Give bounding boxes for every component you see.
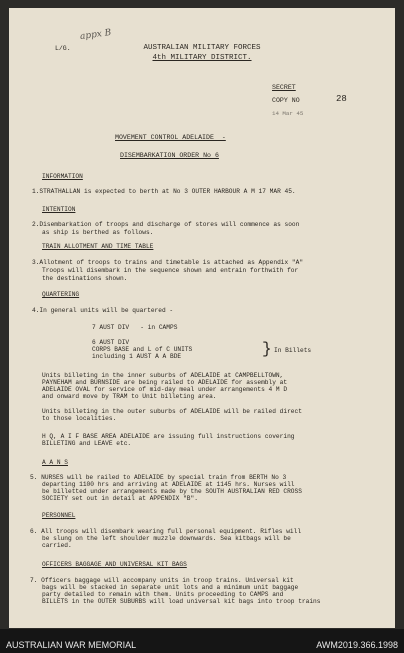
section-heading: A A N S — [42, 459, 68, 466]
paragraph-4: 4.In general units will be quartered - — [32, 307, 174, 314]
section-heading: QUARTERING — [42, 291, 80, 298]
paragraph-7: BILLETS in the OUTER SUBURBS will load universal kit bags into troop trains — [42, 598, 321, 605]
quartering-billets-destination: In Billets — [274, 347, 312, 354]
order-title-line2: DISEMBARKATION ORDER No 6 — [120, 152, 219, 159]
org-name: AUSTRALIAN MILITARY FORCES — [143, 44, 261, 52]
paragraph-3: the destinations shown. — [42, 275, 128, 282]
copy-label: COPY NO — [272, 97, 300, 104]
date-stamp: 14 Mar 45 — [272, 110, 304, 117]
paragraph-6: carried. — [42, 542, 72, 549]
brace: } — [262, 340, 272, 358]
paragraph-4b: ADELAIDE OVAL for service of mid-day meal under arrangements 4 M D — [42, 386, 288, 393]
archive-name: AUSTRALIAN WAR MEMORIAL — [6, 640, 137, 650]
paragraph-4b: PAYNEHAM and BURNSIDE are being railed to ADELAIDE for assembly at — [42, 379, 288, 386]
quartering-billets: including 1 AUST A A BDE — [92, 353, 182, 360]
paragraph-5: SOCIETY set out in detail at APPENDIX "B". — [42, 495, 198, 502]
paragraph-4b: Units billeting in the inner suburbs of ADELAIDE at CAMPBELLTOWN, — [42, 372, 284, 379]
section-heading: INFORMATION — [42, 173, 83, 180]
paragraph-5: 5. NURSES will be railed to ADELAIDE by special train from BERTH No 3 — [30, 474, 287, 481]
paragraph-2: 2.Disembarkation of troops and discharge of stores will commence as soon — [32, 221, 300, 228]
paragraph-1: 1.STRATHALLAN is expected to berth at No 3 OUTER HARBOUR A M 17 MAR 45. — [32, 188, 296, 195]
handwritten-annotation: appx B — [79, 27, 112, 43]
quartering-camps: 7 AUST DIV - in CAMPS — [92, 324, 178, 331]
archive-footer — [0, 629, 404, 653]
paragraph-4d: BILLETING and LEAVE etc. — [42, 440, 132, 447]
paragraph-6: be slung on the left shoulder muzzle downwards. Sea kitbags will be — [42, 535, 291, 542]
copy-number: 28 — [336, 94, 347, 104]
paragraph-7: 7. Officers baggage will accompany units in troop trains. Universal kit — [30, 577, 294, 584]
section-heading: TRAIN ALLOTMENT AND TIME TABLE — [42, 243, 154, 250]
archive-reference: AWM2019.366.1998 — [316, 640, 398, 650]
paragraph-6: 6. All troops will disembark wearing full personal equipment. Rifles will — [30, 528, 302, 535]
paragraph-4c: Units billeting in the outer suburbs of ADELAIDE will be railed direct — [42, 408, 302, 415]
paragraph-5: be billetted under arrangements made by the SOUTH AUSTRALIAN RED CROSS — [42, 488, 302, 495]
quartering-billets: 6 AUST DIV — [92, 339, 130, 346]
security-classification: SECRET — [272, 84, 296, 91]
paragraph-4c: to those localities. — [42, 415, 117, 422]
section-heading: PERSONNEL — [42, 512, 76, 519]
section-heading: INTENTION — [42, 206, 76, 213]
paragraph-5: departing 1100 hrs and arriving at ADELAIDE at 1145 hrs. Nurses will — [42, 481, 295, 488]
paragraph-4d: H Q, A I F BASE AREA ADELAIDE are issuing full instructions covering — [42, 433, 295, 440]
section-heading: OFFICERS BAGGAGE AND UNIVERSAL KIT BAGS — [42, 561, 187, 568]
order-title-line1: MOVEMENT CONTROL ADELAIDE - — [115, 134, 226, 141]
paragraph-7: party detailed to remain with them. Units proceeding to CAMPS and — [42, 591, 284, 598]
paragraph-3: 3.Allotment of troops to trains and timetable is attached as Appendix "A" — [32, 259, 304, 266]
paragraph-7: bags will be stacked in separate unit lots and a minimum unit baggage — [42, 584, 299, 591]
org-district: 4th MILITARY DISTRICT. — [152, 54, 252, 62]
quartering-billets: CORPS BASE and L of C UNITS — [92, 346, 193, 353]
paragraph-4b: and onward move by TRAM to Unit billeting area. — [42, 393, 217, 400]
paragraph-3: Troops will disembark in the sequence shown and entrain forthwith for — [42, 267, 299, 274]
file-reference: L/G. — [55, 45, 71, 52]
paragraph-2: as ship is berthed as follows. — [42, 229, 154, 236]
